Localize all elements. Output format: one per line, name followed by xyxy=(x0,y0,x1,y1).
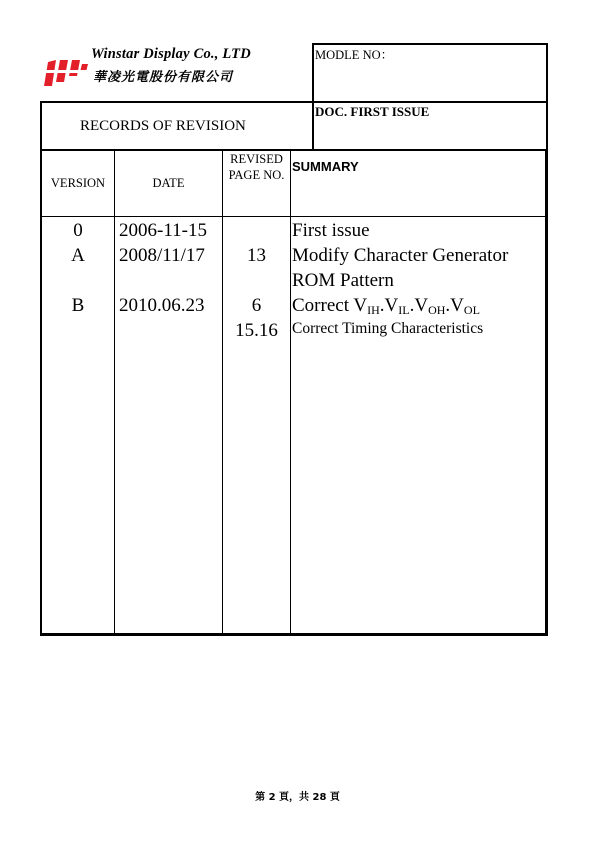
row-2-page: 6 xyxy=(251,295,262,316)
row-1-page: 13 xyxy=(247,245,266,266)
sub-oh: OH xyxy=(428,303,446,317)
company-name-zh: 華凌光電股份有限公司 xyxy=(93,69,234,84)
col-divider-1 xyxy=(114,150,115,635)
header-revised-page: REVISED PAGE NO. xyxy=(228,152,285,182)
records-title: RECORDS OF REVISION xyxy=(80,118,246,134)
row-0-date: 2006-11-15 xyxy=(119,220,207,241)
row-2-page-line2: 15.16 xyxy=(235,320,278,341)
header-summary: SUMMARY xyxy=(292,159,359,174)
sub-ih: IH xyxy=(367,303,380,317)
first-issue-label: DOC. FIRST ISSUE xyxy=(315,104,430,119)
row-2-summary xyxy=(292,293,480,318)
summary-prefix: Correct V xyxy=(292,295,368,316)
summary-dot-2: .V xyxy=(409,295,429,316)
header-divider xyxy=(40,216,547,217)
company-name-en: Winstar Display Co., LTD xyxy=(91,46,251,62)
page-footer: 第 2 頁，共 28 頁 xyxy=(255,792,340,803)
row-2-summary-line2: Correct Timing Characteristics xyxy=(292,320,484,337)
row-2-version: B xyxy=(71,295,85,316)
row-1-summary-line2: ROM Pattern xyxy=(292,270,394,291)
sub-il: IL xyxy=(398,303,410,317)
winstar-logo-icon xyxy=(44,58,88,88)
row-1-version: A xyxy=(71,245,85,266)
header-date: DATE xyxy=(152,176,185,190)
modle-no-label: MODLE NO： xyxy=(315,48,394,62)
sub-ol: OL xyxy=(463,303,480,317)
summary-dot-1: .V xyxy=(379,295,399,316)
row-2-date: 2010.06.23 xyxy=(119,295,205,316)
header-version: VERSION xyxy=(50,176,106,190)
summary-dot-3: .V xyxy=(445,295,464,316)
row-1-date: 2008/11/17 xyxy=(119,245,205,266)
row-1-summary: Modify Character Generator xyxy=(292,245,509,266)
row-0-version: 0 xyxy=(73,220,83,241)
col-divider-3 xyxy=(290,150,291,635)
col-divider-2 xyxy=(222,150,223,635)
records-row-divider xyxy=(312,101,314,150)
row-0-summary: First issue xyxy=(292,220,370,241)
